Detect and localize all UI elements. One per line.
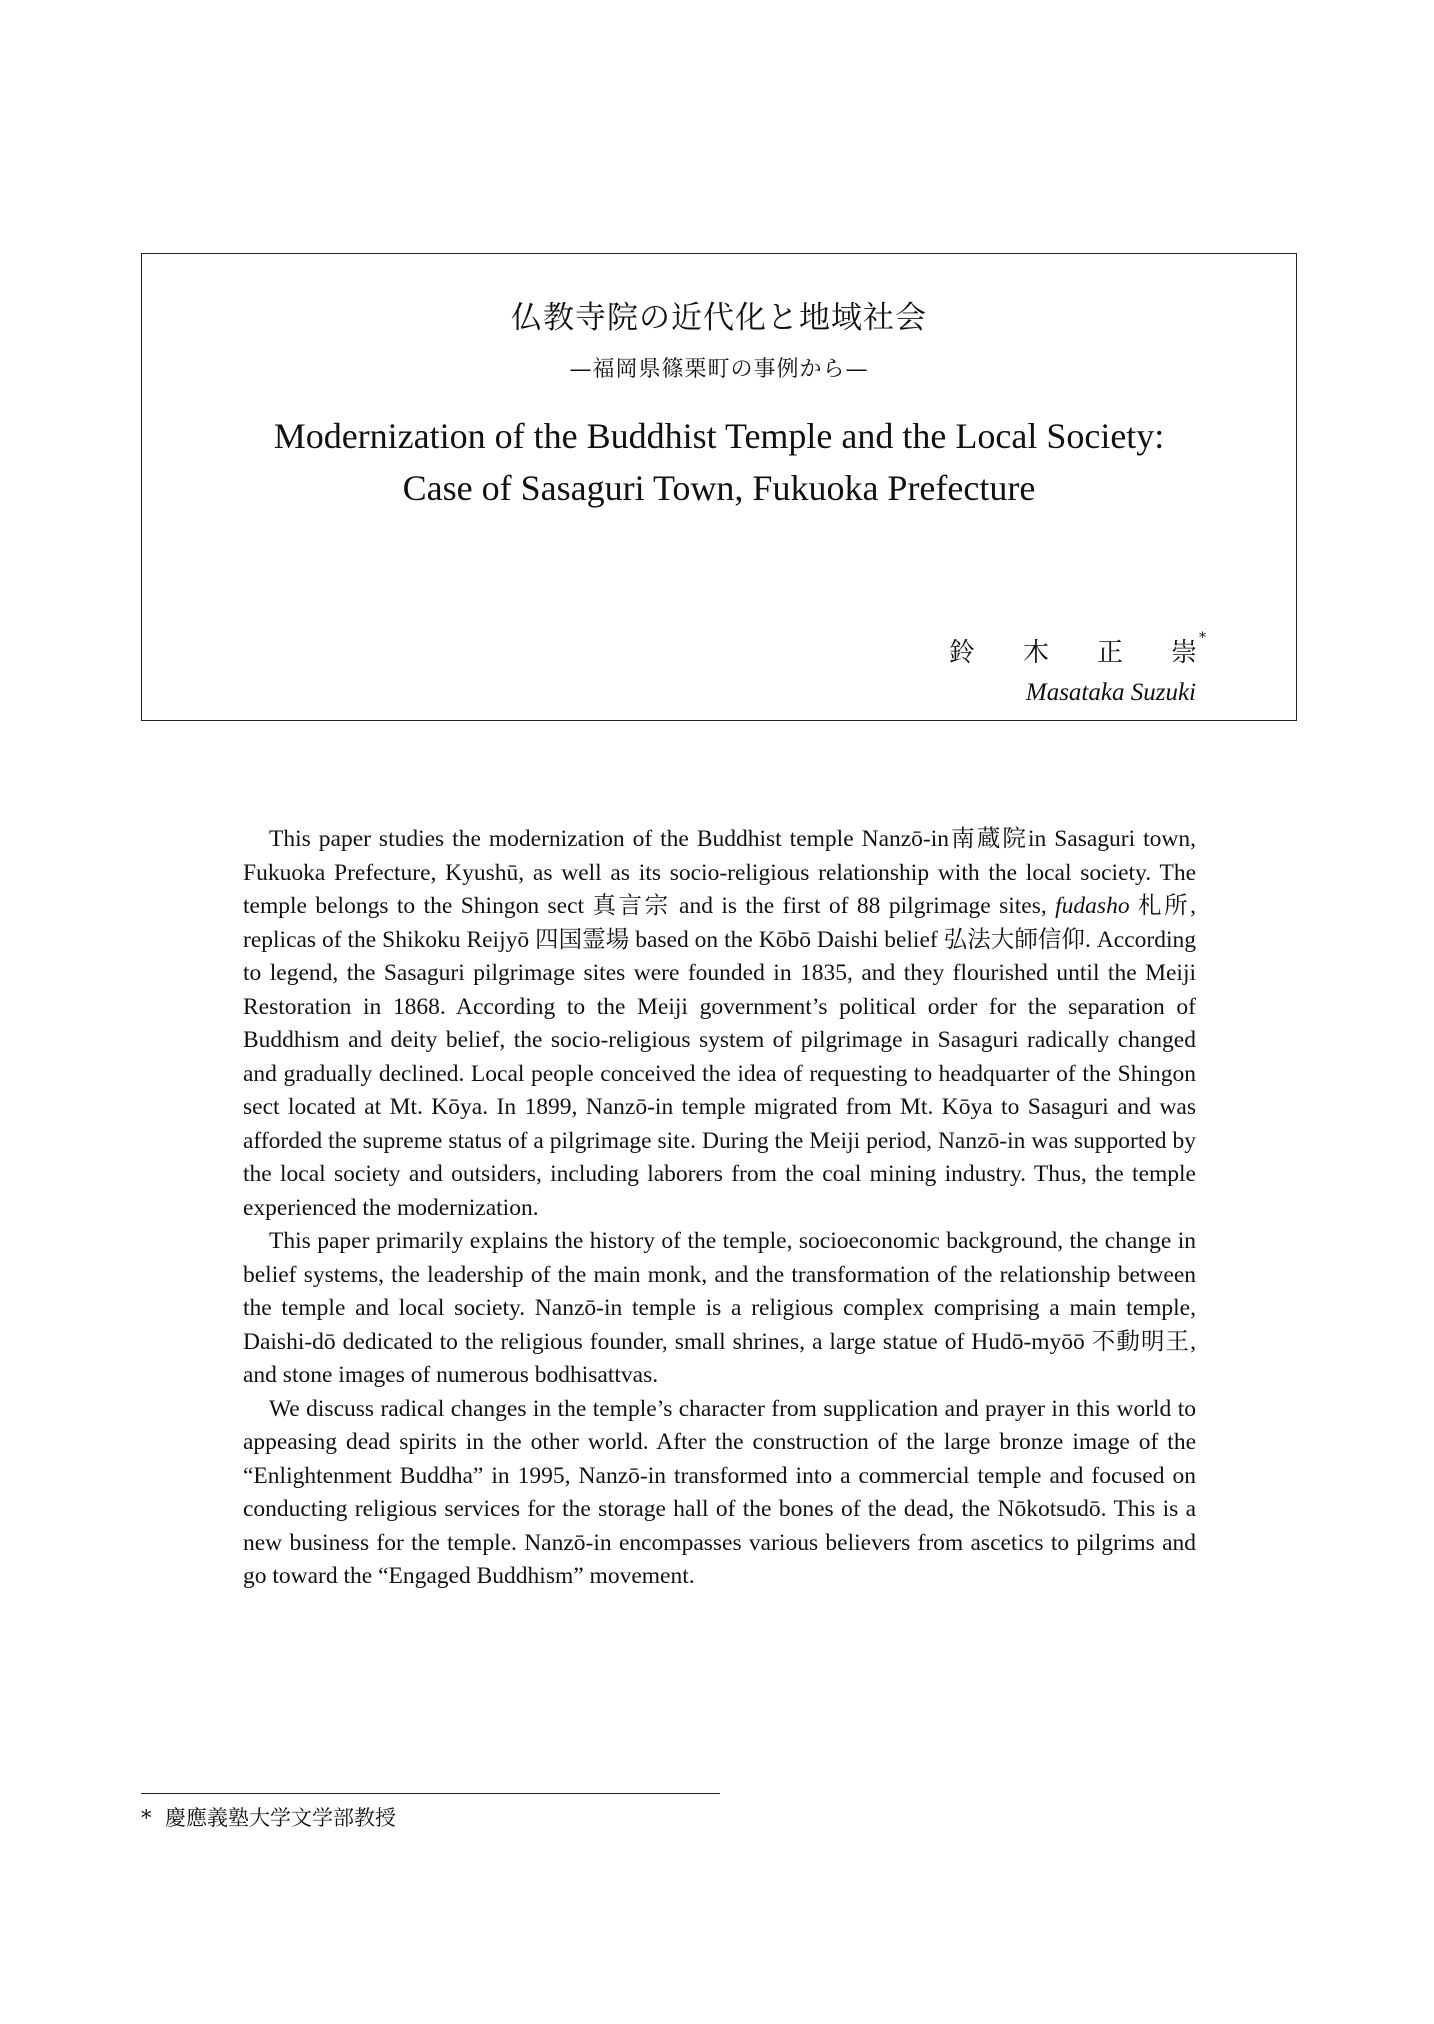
footnote-mark: * xyxy=(141,1806,152,1830)
footnote-text: 慶應義塾大学文学部教授 xyxy=(165,1806,396,1830)
abstract-p1-text-a: This paper studies the modernization of the Buddhist temple Nanzō-in南蔵院in Sasaguri town, Fukuoka Prefecture, Kyushū, as well as its socio-religious relationship with the local society. The temple belongs to the Shingon sect 真言宗 and is the first of 88 pilgrimage sites, xyxy=(243,826,1196,919)
abstract-paragraph-3: We discuss radical changes in the temple’s character from supplication and prayer in this world to appeasing dead spirits in the other world. After the construction of the large bronze image of the “Enlightenment Buddha” in 1995, Nanzō-in transformed into a commercial temple and focused on conducting religious services for the storage hall of the bones of the dead, the Nōkotsudō. This is a new business for the temple. Nanzō-in encompasses various believers from ascetics to pilgrims and go toward the “Engaged Buddhism” movement. xyxy=(243,1395,1196,1589)
footnote xyxy=(141,1802,396,1832)
abstract-paragraph-1 xyxy=(243,823,1196,1225)
author-char-2: 木 xyxy=(1022,638,1049,668)
abstract-p1-term-fudasho: fudasho xyxy=(1055,893,1130,919)
author-name-english: Masataka Suzuki xyxy=(1025,679,1196,706)
abstract-paragraph-2: This paper primarily explains the history of the temple, socioeconomic background, the change in belief systems, the leadership of the main monk, and the transformation of the relationship between the temple and local society. Nanzō-in temple is a religious complex comprising a main temple, Daishi-dō dedicated to the religious founder, small shrines, a large statue of Hudō-myōō 不動明王, and stone images of numerous bodhisattvas. xyxy=(243,1228,1196,1388)
author-name-japanese xyxy=(949,632,1206,669)
title-english-line-1: Modernization of the Buddhist Temple and the Local Society: xyxy=(273,416,1165,456)
abstract xyxy=(243,823,1196,1594)
abstract-p1-text-b: 札所, replicas of the Shikoku Reijyō 四国霊場 based on the Kōbō Daishi belief 弘法大師信仰. According to legend, the Sasaguri pilgrimage sites were founded in 1835, and they flourished until the Meiji Restoration in 1868. According to the Meiji government’s political order for the separation of Buddhism and deity belief, the socio-religious system of pilgrimage in Sasaguri radically changed and gradually declined. Local people conceived the idea of requesting to headquarter of the Shingon sect located at Mt. Kōya. In 1899, Nanzō-in temple migrated from Mt. Kōya to Sasaguri and was afforded the supreme status of a pilgrimage site. During the Meiji period, Nanzō-in was supported by the local society and outsiders, including laborers from the coal mining industry. Thus, the temple experienced the modernization. xyxy=(243,893,1196,1221)
author-char-1: 鈴 xyxy=(948,638,975,668)
subtitle-japanese: —福岡県篠栗町の事例から— xyxy=(569,357,869,382)
title-english xyxy=(142,410,1296,514)
footnote-divider xyxy=(141,1793,720,1794)
author-char-3: 正 xyxy=(1096,638,1123,668)
title-box xyxy=(141,253,1297,721)
title-japanese: 仏教寺院の近代化と地域社会 xyxy=(511,300,927,336)
title-english-line-2: Case of Sasaguri Town, Fukuoka Prefecture xyxy=(402,468,1036,508)
author-footnote-mark: * xyxy=(1199,630,1206,646)
author-char-4: 崇 xyxy=(1170,638,1197,668)
